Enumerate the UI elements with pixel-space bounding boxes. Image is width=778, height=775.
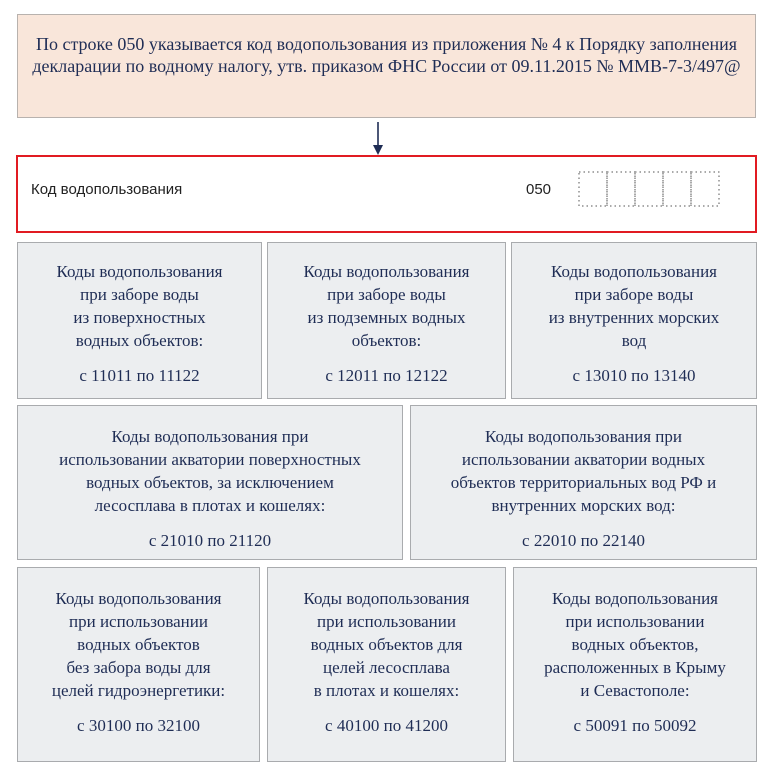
code-range: с 50091 по 50092 — [573, 716, 697, 735]
code-group-crimea-sevastopol — [513, 567, 757, 762]
code-input-cells[interactable] — [578, 171, 720, 207]
code-range: с 30100 по 32100 — [77, 716, 200, 735]
code-group-text: Коды водопользования при использовании акватории поверхностных водных объектов, за исключением лесосплава в плотах и кошелях: — [59, 427, 361, 515]
code-group-sea-intake — [511, 242, 757, 399]
code-cell — [579, 172, 607, 206]
code-cell — [691, 172, 719, 206]
code-group-text: Коды водопользования при заборе воды из внутренних морских вод — [548, 262, 720, 350]
code-group-hydropower — [17, 567, 260, 762]
form-field-row — [16, 155, 757, 233]
code-group-territorial-water-area — [410, 405, 757, 560]
line-code: 050 — [526, 181, 552, 198]
code-group-text: Коды водопользования при заборе воды из подземных водных объектов: — [303, 262, 470, 350]
code-group-timber-rafting — [267, 567, 506, 762]
code-cell — [663, 172, 691, 206]
code-cell — [635, 172, 663, 206]
code-range: с 40100 по 41200 — [325, 716, 448, 735]
code-group-text: Коды водопользования при использовании водных объектов для целей лесосплава в плотах и кошелях: — [303, 589, 470, 700]
instruction-box — [17, 14, 756, 118]
down-arrow-icon — [371, 122, 385, 156]
code-group-text: Коды водопользования при заборе воды из поверхностных водных объектов: — [56, 262, 223, 350]
code-group-text: Коды водопользования при использовании водных объектов, расположенных в Крыму и Севастополе: — [544, 589, 726, 700]
code-range: с 21010 по 21120 — [148, 531, 272, 550]
code-cell — [607, 172, 635, 206]
code-range: с 12011 по 12122 — [325, 366, 448, 385]
code-group-surface-intake — [17, 242, 262, 399]
code-group-surface-water-area — [17, 405, 403, 560]
instruction-text: По строке 050 указывается код водопользования из приложения № 4 к Порядку заполнения декларации по водному налогу, утв. приказом ФНС России от 09.11.2015 № ММВ-7-3/497@ — [32, 34, 741, 76]
code-range: с 13010 по 13140 — [572, 366, 696, 385]
code-group-text: Коды водопользования при использовании водных объектов без забора воды для целей гидроэнергетики: — [51, 589, 226, 700]
code-group-text: Коды водопользования при использовании акватории водных объектов территориальных вод РФ и внутренних морских вод: — [450, 427, 717, 515]
code-range: с 22010 по 22140 — [522, 531, 645, 550]
field-label: Код водопользования — [31, 181, 183, 198]
code-range: с 11011 по 11122 — [79, 366, 200, 385]
code-group-underground-intake — [267, 242, 506, 399]
